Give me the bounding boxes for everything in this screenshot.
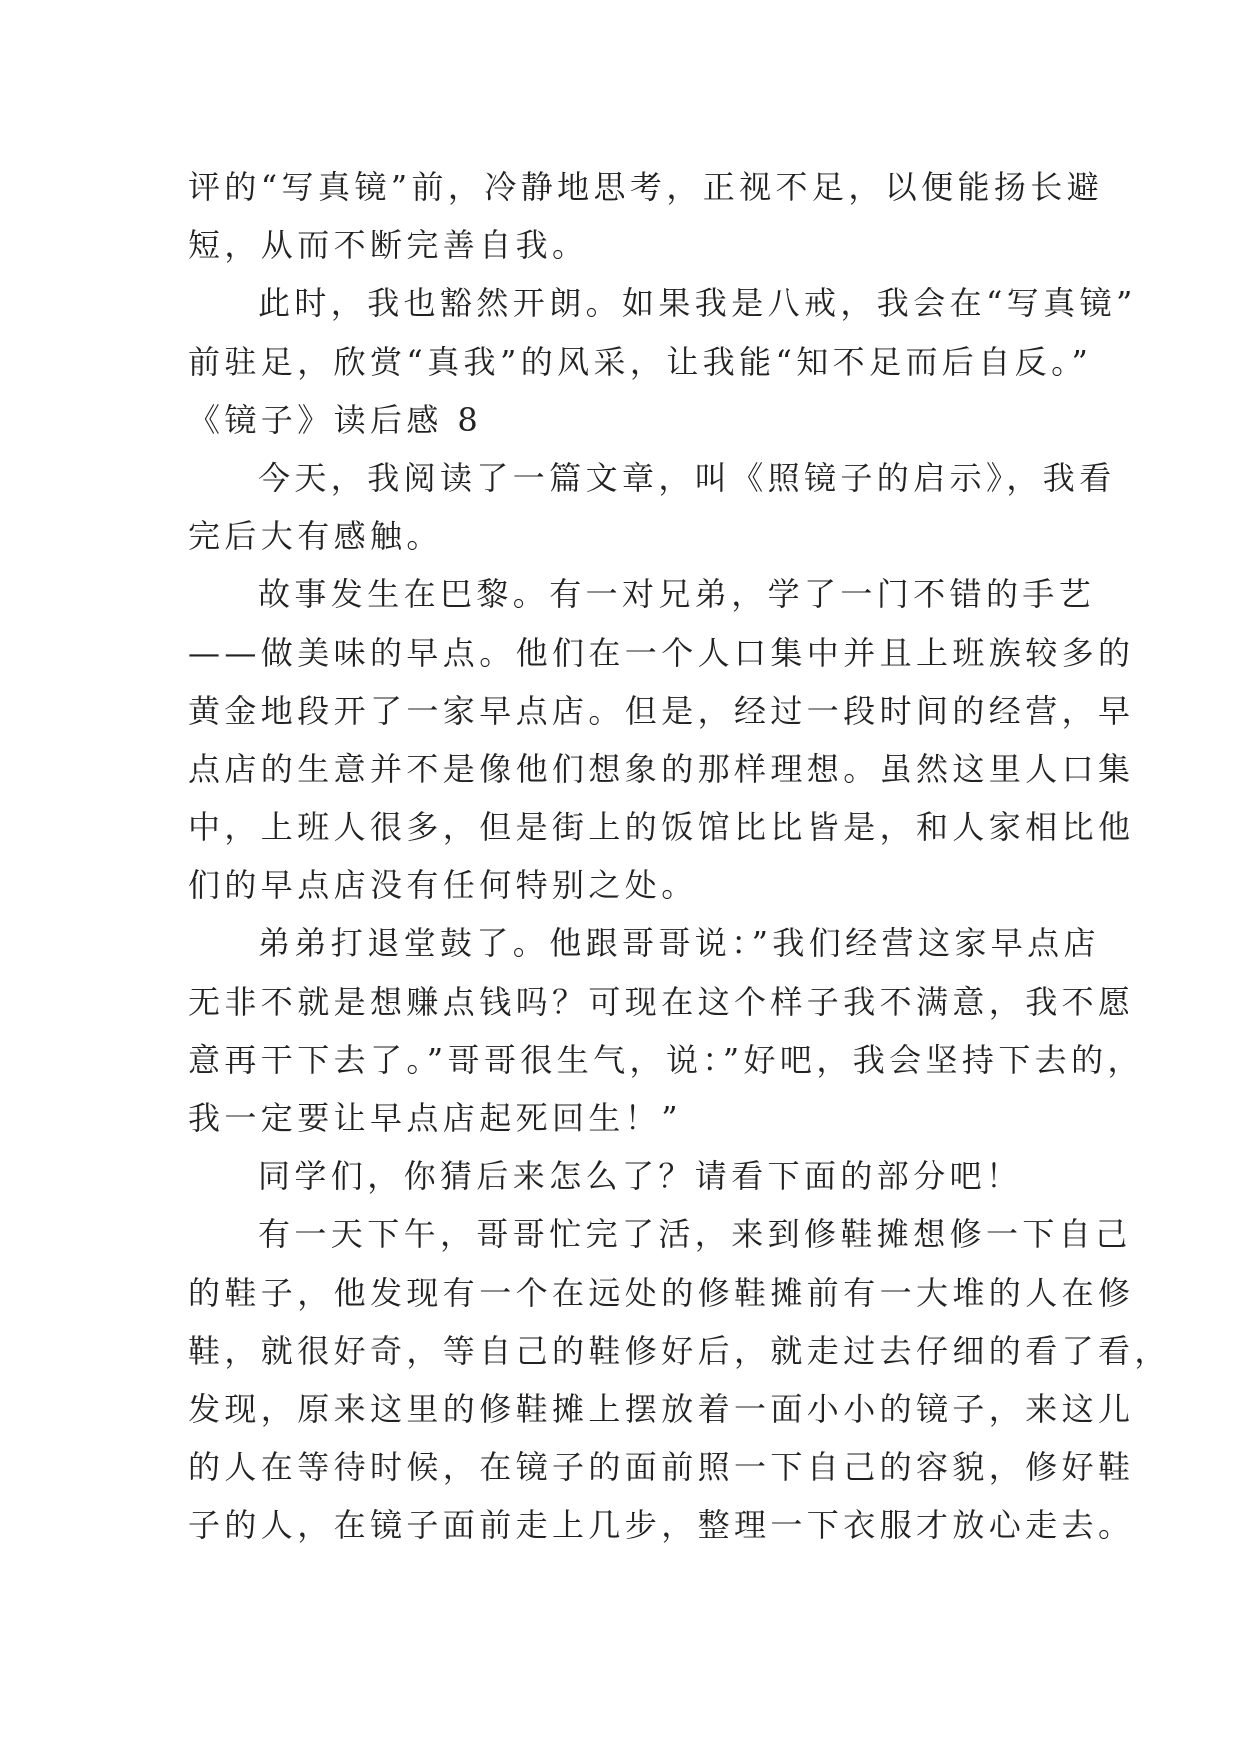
text-line: 短，从而不断完善自我。 [188,226,589,265]
text-line: 中，上班人很多，但是街上的饭馆比比皆是，和人家相比他 [188,808,1135,847]
text-line: 我一定要让早点店起死回生！” [188,1099,682,1137]
text-line: 的鞋子，他发现有一个在远处的修鞋摊前有一大堆的人在修 [188,1273,1135,1312]
body-text [188,158,1171,1555]
text-line: 鞋，就很好奇，等自己的鞋修好后，就走过去仔细的看了看， [188,1331,1171,1370]
text-line: 的人在等待时候，在镜子的面前照一下自己的容貌，修好鞋 [188,1448,1135,1487]
text-line: 同学们，你猜后来怎么了？请看下面的部分吧！ [258,1157,1023,1196]
text-line: 此时，我也豁然开朗。如果我是八戒，我会在“写真镜” [258,284,1137,323]
text-line: 有一天下午，哥哥忙完了活，来到修鞋摊想修一下自己 [258,1215,1132,1254]
text-line: 们的早点店没有任何特别之处。 [188,866,698,905]
text-line: 前驻足，欣赏“真我”的风采，让我能“知不足而后自反。” [188,342,1093,381]
text-line: 黄金地段开了一家早点店。但是，经过一段时间的经营，早 [188,691,1135,730]
text-line: 子的人，在镜子面前走上几步，整理一下衣服才放心走去。 [188,1506,1135,1545]
text-line: 完后大有感触。 [188,517,443,556]
text-line: 评的“写真镜”前，冷静地思考，正视不足，以便能扬长避 [188,168,1104,206]
text-line: ——做美味的早点。他们在一个人口集中并且上班族较多的 [188,633,1135,672]
text-line: 意再干下去了。”哥哥很生气，说：”好吧，我会坚持下去的， [188,1040,1144,1079]
text-line: 弟弟打退堂鼓了。他跟哥哥说：”我们经营这家早点店 [258,924,1100,963]
text-line: 故事发生在巴黎。有一对兄弟，学了一门不错的手艺 [258,575,1096,614]
text-line: 点店的生意并不是像他们想象的那样理想。虽然这里人口集 [188,749,1135,788]
text-line: 发现，原来这里的修鞋摊上摆放着一面小小的镜子，来这儿 [188,1389,1135,1428]
text-line: 今天，我阅读了一篇文章，叫《照镜子的启示》，我看 [258,458,1116,497]
section-heading: 《镜子》读后感 8 [188,400,483,439]
text-line: 无非不就是想赚点钱吗？可现在这个样子我不满意，我不愿 [188,982,1135,1021]
